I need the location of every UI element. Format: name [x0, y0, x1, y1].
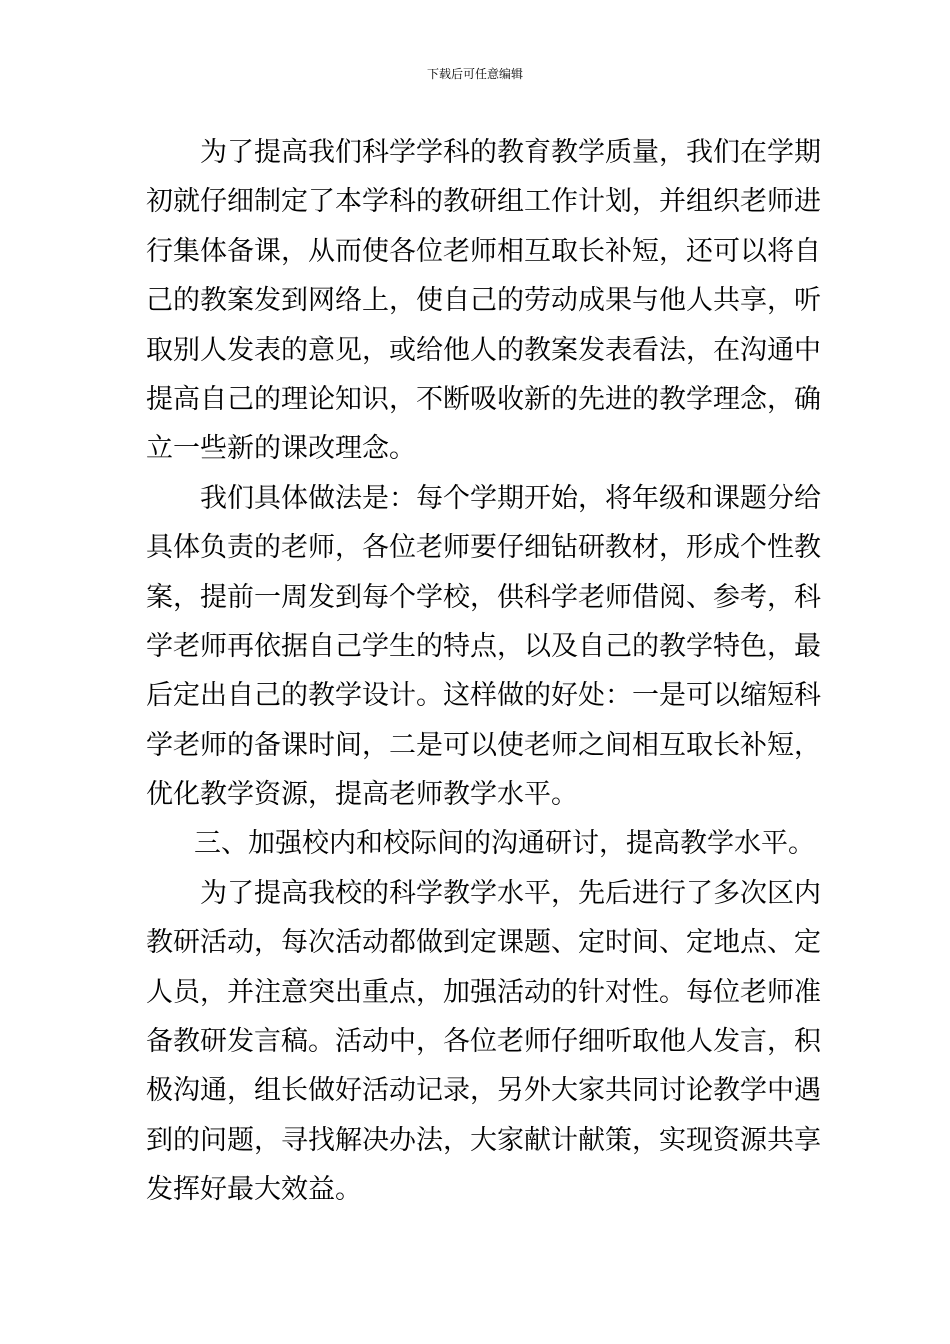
- text-line: 学老师的备课时间，二是可以使老师之间相互取长补短，: [146, 729, 821, 761]
- text-line: 人员，并注意突出重点，加强活动的针对性。每位老师准: [146, 976, 821, 1008]
- section-heading: [146, 819, 815, 868]
- text-line: 案，提前一周发到每个学校，供科学老师借阅、参考，科: [146, 581, 821, 613]
- text-line: 为了提高我校的科学教学水平，先后进行了多次区内: [200, 877, 821, 909]
- text-line: 行集体备课，从而使各位老师相互取长补短，还可以将自: [146, 235, 821, 267]
- text-line: 初就仔细制定了本学科的教研组工作计划，并组织老师进: [146, 186, 821, 218]
- text-line: 优化教学资源，提高老师教学水平。: [146, 779, 578, 811]
- text-line: 发挥好最大效益。: [146, 1174, 362, 1206]
- section-heading-text: 三、加强校内和校际间的沟通研讨，提高教学水平。: [194, 828, 815, 860]
- text-line: 教研活动，每次活动都做到定课题、定时间、定地点、定: [146, 927, 821, 959]
- text-line: 具体负责的老师，各位老师要仔细钻研教材，形成个性教: [146, 532, 821, 564]
- text-line: 后定出自己的教学设计。这样做的好处：一是可以缩短科: [146, 680, 821, 712]
- paragraph-3: [146, 869, 821, 1215]
- text-line: 取别人发表的意见，或给他人的教案发表看法，在沟通中: [146, 334, 821, 366]
- text-line: 备教研发言稿。活动中，各位老师仔细听取他人发言，积: [146, 1026, 821, 1058]
- text-line: 为了提高我们科学学科的教育教学质量，我们在学期: [200, 137, 821, 168]
- text-line: 立一些新的课改理念。: [146, 433, 416, 465]
- text-line: 极沟通，组长做好活动记录，另外大家共同讨论教学中遇: [146, 1075, 821, 1107]
- document-body: [146, 128, 821, 1215]
- text-line: 提高自己的理论知识，不断吸收新的先进的教学理念，确: [146, 383, 821, 415]
- paragraph-2: [146, 474, 821, 820]
- text-line: 己的教案发到网络上，使自己的劳动成果与他人共享，听: [146, 285, 821, 317]
- text-line: 学老师再依据自己学生的特点，以及自己的教学特色，最: [146, 630, 821, 662]
- text-line: 我们具体做法是：每个学期开始，将年级和课题分给: [200, 482, 821, 514]
- header-note: 下载后可任意编辑: [426, 67, 523, 81]
- text-line: 到的问题，寻找解决办法，大家献计献策，实现资源共享: [146, 1124, 821, 1156]
- paragraph-1: [146, 128, 821, 474]
